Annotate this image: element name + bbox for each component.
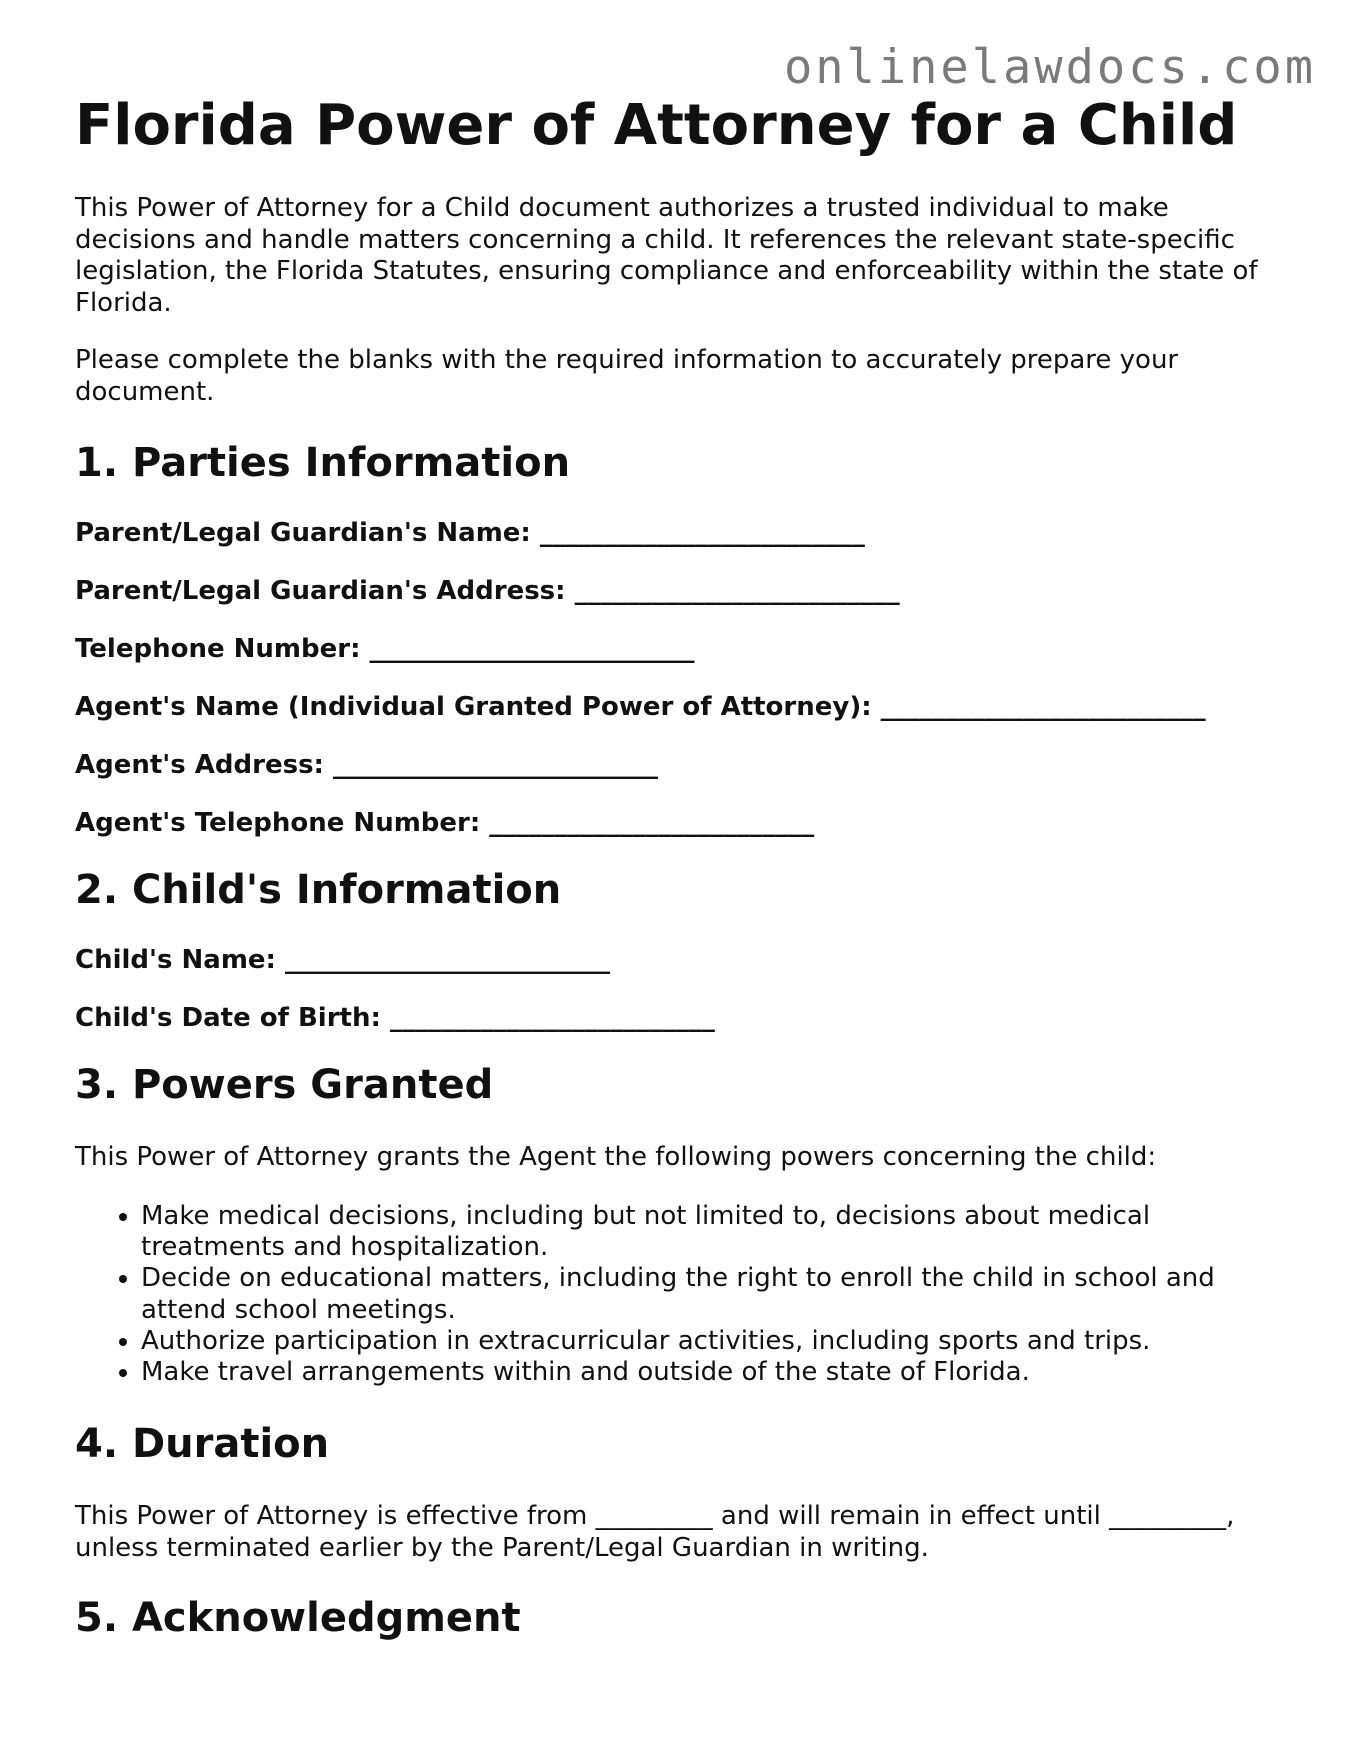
field-agent-telephone[interactable]: Agent's Telephone Number: _________________________ [75,808,815,839]
field-parent-name[interactable]: Parent/Legal Guardian's Name: _________________________ [75,518,865,549]
list-item: • Make medical decisions, including but not limited to, decisions about medical treatments and hospitalization. [141,1201,1290,1264]
field-telephone-number[interactable]: Telephone Number: _________________________ [75,634,695,665]
field-parent-address[interactable]: Parent/Legal Guardian's Address: _________________________ [75,576,900,607]
powers-list [75,1201,1290,1389]
section-heading-parties: 1. Parties Information [75,440,571,487]
watermark: onlinelawdocs.com [783,40,1316,95]
field-agent-name[interactable]: Agent's Name (Individual Granted Power of Attorney): _________________________ [75,692,1206,723]
duration-text: This Power of Attorney is effective from _________ and will remain in effect until _________, unless terminated earlier by the Parent/Legal Guardian in writing. [75,1501,1235,1563]
field-child-dob[interactable]: Child's Date of Birth: _________________________ [75,1003,715,1034]
list-item: • Make travel arrangements within and outside of the state of Florida. [141,1357,1290,1388]
section-heading-child: 2. Child's Information [75,867,562,914]
powers-intro: This Power of Attorney grants the Agent the following powers concerning the child: [75,1142,1157,1173]
field-child-name[interactable]: Child's Name: _________________________ [75,945,610,976]
list-item: • Authorize participation in extracurricular activities, including sports and trips. [141,1326,1290,1357]
instructions-paragraph: Please complete the blanks with the required information to accurately prepare your document. [75,345,1179,407]
intro-paragraph: This Power of Attorney for a Child document authorizes a trusted individual to make decisions and handle matters concerning a child. It references the relevant state-specific legislation, the Florida Statutes, ensuring compliance and enforceability within the state of Florida. [75,193,1258,318]
section-heading-powers: 3. Powers Granted [75,1062,494,1109]
section-heading-duration: 4. Duration [75,1421,330,1468]
list-item: • Decide on educational matters, including the right to enroll the child in school and attend school meetings. [141,1263,1290,1326]
section-heading-acknowledgment: 5. Acknowledgment [75,1595,521,1642]
document-title: Florida Power of Attorney for a Child [75,93,1238,158]
field-agent-address[interactable]: Agent's Address: _________________________ [75,750,658,781]
document-page [75,92,1290,1642]
